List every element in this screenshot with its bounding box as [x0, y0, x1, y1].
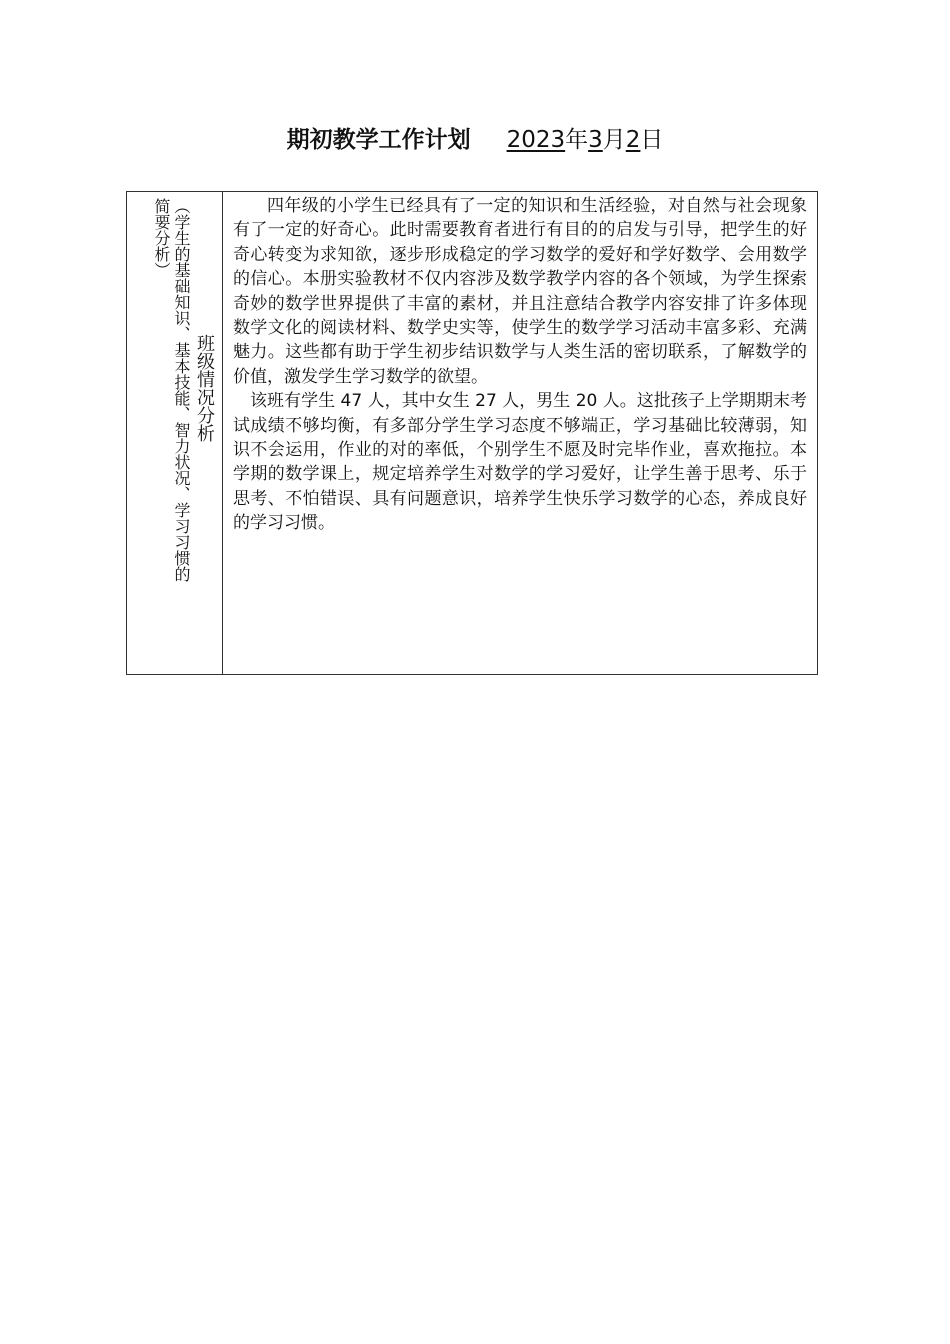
- document-title: 期初教学工作计划: [286, 127, 471, 153]
- label-analysis-note-end: 简要分析）: [152, 198, 171, 278]
- label-class-analysis: 班级情况分析: [194, 334, 215, 442]
- class-analysis-table: [126, 191, 818, 675]
- date-day-unit: 日: [640, 127, 664, 153]
- table-label-cell: [127, 192, 223, 674]
- analysis-paragraph-2: 该班有学生 47 人，其中女生 27 人，男生 20 人。这批孩子上学期期末考试成绩不够均衡，有多部分学生学习态度不够端正，学习基础比较薄弱，知识不会运用，作业的对的率低，个别学生不愿及时完毕作业，喜欢拖拉。本学期的数学课上，规定培养学生对数学的学习爱好，让学生善于思考、乐于思考、不怕错误、具有问题意识，培养学生快乐学习数学的心态，养成良好的学习习惯。: [233, 391, 807, 534]
- date-year-unit: 年: [565, 127, 589, 153]
- table-content-cell: [223, 192, 817, 674]
- analysis-paragraph-1: 四年级的小学生已经具有了一定的知识和生活经验，对自然与社会现象有了一定的好奇心。此时需要教育者进行有目的的启发与引导，把学生的好奇心转变为求知欲，逐步形成稳定的学习数学的爱好和学好数学、会用数学的信心。本册实验教材不仅内容涉及数学教学内容的各个领域，为学生探索奇妙的数学世界提供了丰富的素材，并且注意结合教学内容安排了许多体现数学文化的阅读材料、数学史实等，使学生的数学学习活动丰富多彩、充满魅力。这些都有助于学生初步结识数学与人类生活的密切联系，了解数学的价值，激发学生学习数学的欲望。: [233, 196, 807, 387]
- label-analysis-note: （学生的基础知识、基本技能、智力状况、学习习惯的: [172, 198, 191, 582]
- date-year: 2023: [506, 127, 566, 153]
- date-month: 3: [588, 127, 603, 153]
- document-header: [0, 122, 950, 158]
- date-day: 2: [625, 127, 641, 153]
- date-month-unit: 月: [602, 127, 626, 153]
